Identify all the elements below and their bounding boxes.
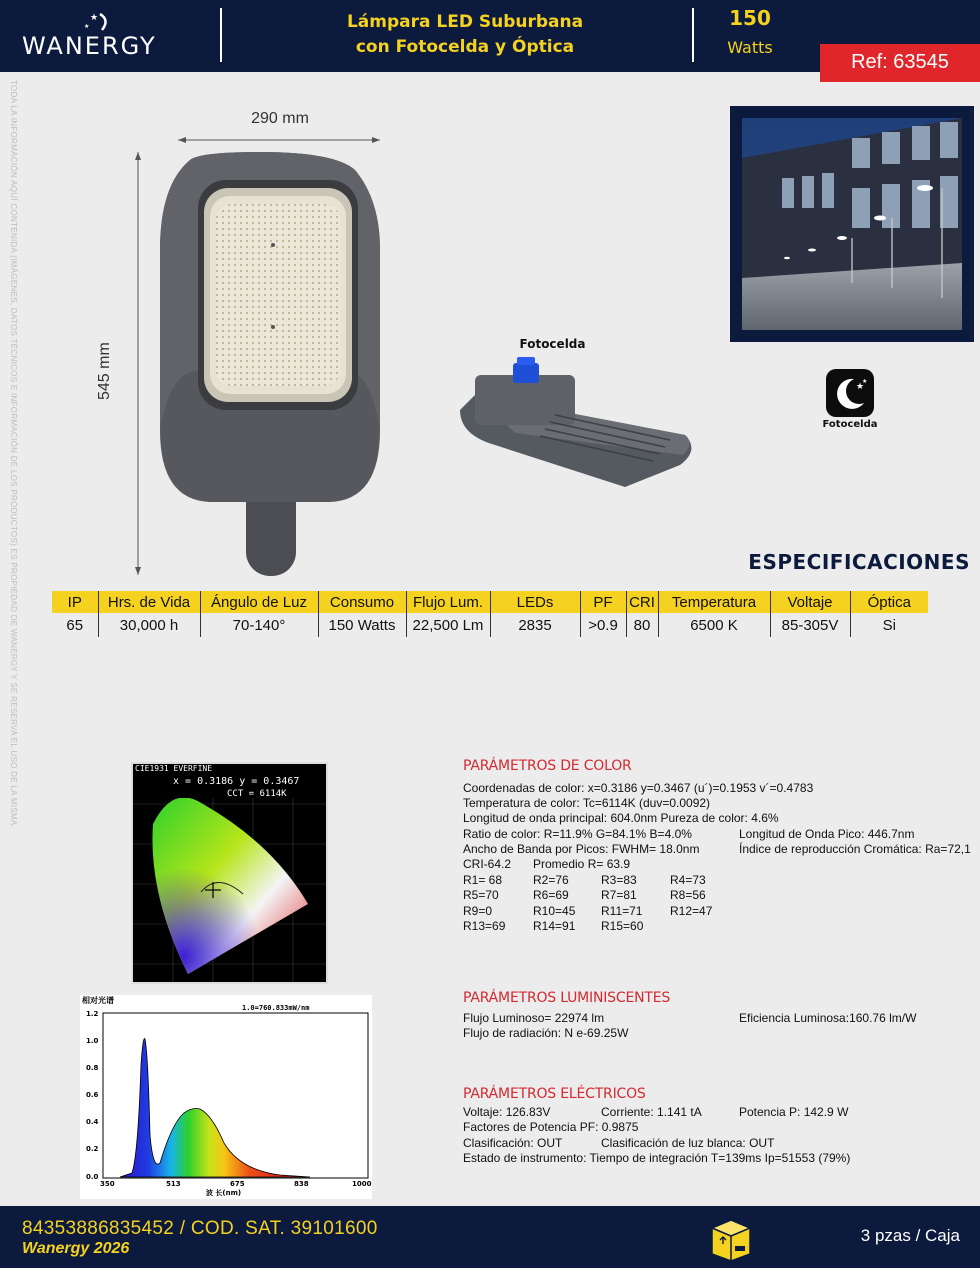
spec-header: Óptica — [850, 591, 928, 613]
specs-header-row — [52, 591, 928, 613]
height-dimension: 545 mm — [96, 342, 113, 400]
spec-header: PF — [580, 591, 626, 613]
cie-cct: CCT = 6114K — [227, 789, 287, 799]
spd-title: 相对光谱 — [82, 996, 114, 1005]
cri-label: CRI-64.2 — [463, 857, 512, 871]
spd-x-tick: 1000 — [352, 1180, 372, 1188]
svg-text:★: ★ — [856, 382, 865, 392]
header-divider — [692, 8, 694, 62]
side-disclaimer — [6, 80, 18, 829]
lamp-side-drawing — [455, 355, 700, 495]
watts-value: 150 — [729, 6, 771, 30]
spec-header: Hrs. de Vida — [98, 591, 200, 613]
luminous-efficiency: Eficiencia Luminosa:160.76 lm/W — [739, 1011, 917, 1025]
radiant-flux: Flujo de radiación: N e-69.25W — [463, 1026, 629, 1040]
wanergy-logo — [18, 10, 203, 62]
current: Corriente: 1.141 tA — [601, 1105, 702, 1119]
footer-brand: Wanergy 2026 — [22, 1240, 130, 1257]
watts-label: Watts — [727, 38, 773, 57]
elec-params-title: PARÁMETROS ELÉCTRICOS — [463, 1086, 646, 1102]
feature-label: Fotocelda — [822, 419, 878, 430]
specs-table — [52, 591, 928, 637]
spd-x-tick: 675 — [230, 1180, 245, 1188]
spec-value: >0.9 — [580, 613, 626, 637]
cie-chromaticity-chart — [131, 762, 328, 984]
luminous-flux: Flujo Luminoso= 22974 lm — [463, 1011, 605, 1025]
r-value: R13=69 — [463, 919, 506, 933]
spec-header: CRI — [626, 591, 658, 613]
spec-value: 65 — [52, 613, 98, 637]
spec-value: Si — [882, 616, 896, 634]
street-night-image — [742, 118, 962, 330]
spec-value: 22,500 Lm — [406, 613, 490, 637]
r-value: R2=76 — [533, 873, 569, 887]
power-factor: Factores de Potencia PF: 0.9875 — [463, 1120, 639, 1134]
color-ratio: Ratio de color: R=11.9% G=84.1% B=4.0% — [463, 827, 692, 841]
spd-y-tick: 0.0 — [86, 1173, 99, 1181]
specs-title: ESPECIFICACIONES — [748, 550, 970, 574]
spec-header: Consumo — [318, 591, 406, 613]
spd-x-label: 波 长(nm) — [206, 1189, 242, 1197]
reference-badge: Ref: 63545 — [820, 44, 980, 82]
specs-value-row — [52, 613, 928, 637]
spec-header: Voltaje — [770, 591, 850, 613]
spd-x-tick: 513 — [166, 1180, 181, 1188]
instrument-state: Estado de instrumento: Tiempo de integración T=139ms Ip=51553 (79%) — [463, 1151, 851, 1165]
spec-value: 150 Watts — [318, 613, 406, 637]
box-icon — [706, 1214, 756, 1262]
fotocelda-label: Fotocelda — [519, 337, 586, 351]
cie-coords: x = 0.3186 y = 0.3467 — [173, 776, 300, 787]
spd-x-tick: 350 — [100, 1180, 115, 1188]
spectral-distribution-chart — [80, 995, 372, 1199]
color-temp: Temperatura de color: Tc=6114K (duv=0.0092) — [463, 796, 711, 810]
barcode-sat-code: 84353886835452 / COD. SAT. 39101600 — [22, 1218, 378, 1239]
spec-header: LEDs — [490, 591, 580, 613]
color-params-title: PARÁMETROS DE COLOR — [463, 758, 632, 774]
r-value: R9=0 — [463, 904, 493, 918]
r-value: R6=69 — [533, 888, 569, 902]
installation-photo — [730, 106, 974, 342]
spec-header: Flujo Lum. — [406, 591, 490, 613]
fwhm: Ancho de Banda por Picos: FWHM= 18.0nm — [463, 842, 700, 856]
title-line-1: Lámpara LED Suburbana — [346, 12, 584, 32]
r-value: R15=60 — [601, 919, 644, 933]
r-value: R7=81 — [601, 888, 637, 902]
width-dimension: 290 mm — [251, 110, 309, 127]
spec-value: 30,000 h — [98, 613, 200, 637]
lum-params-title: PARÁMETROS LUMINISCENTES — [463, 990, 671, 1006]
spd-y-tick: 0.6 — [86, 1091, 99, 1099]
svg-text:★: ★ — [84, 23, 90, 30]
disclaimer-text: TODA LA INFORMACIÓN AQUÍ CONTENIDA (IMÁGENES, DATOS TÉCNICOS E INFORMACIÓN DE LOS PRODUCTOS) ES PROPIEDAD DE WANERGY Y SE RESERVA EL USO DE LA MISMA. — [9, 80, 18, 829]
spd-x-tick: 838 — [294, 1180, 309, 1188]
spd-y-tick: 0.8 — [86, 1064, 99, 1072]
classification: Clasificación: OUT — [463, 1136, 563, 1150]
footer-bar — [0, 1206, 980, 1268]
r-value: R8=56 — [670, 888, 706, 902]
white-light-class: Clasificación de luz blanca: OUT — [601, 1136, 775, 1150]
spec-value: 70-140° — [200, 613, 318, 637]
lamp-front-drawing — [130, 130, 390, 580]
cri-average: Promedio R= 63.9 — [533, 857, 631, 871]
spd-y-tick: 1.2 — [86, 1010, 99, 1018]
power: Potencia P: 142.9 W — [739, 1105, 849, 1119]
header-divider — [220, 8, 222, 62]
cie-header: CIE1931 EVERFINE — [135, 764, 213, 773]
dominant-wavelength: Longitud de onda principal: 604.0nm Pureza de color: 4.6% — [463, 811, 779, 825]
spec-value: 85-305V — [770, 613, 850, 637]
spd-y-tick: 0.2 — [86, 1145, 99, 1153]
r-value: R10=45 — [533, 904, 576, 918]
product-title — [230, 10, 700, 60]
r-value: R12=47 — [670, 904, 713, 918]
moon-stars-icon — [826, 369, 874, 417]
pieces-per-box: 3 pzas / Caja — [860, 1226, 960, 1245]
peak-wavelength: Longitud de Onda Pico: 446.7nm — [739, 827, 915, 841]
spec-header: Temperatura — [658, 591, 770, 613]
r-value: R11=71 — [601, 904, 643, 918]
color-coords: Coordenadas de color: x=0.3186 y=0.3467 (u´)=0.1953 v´=0.4783 — [463, 781, 814, 795]
title-line-2: con Fotocelda y Óptica — [355, 37, 575, 57]
spd-y-tick: 1.0 — [86, 1037, 99, 1045]
r-value: R3=83 — [601, 873, 637, 887]
spec-value: 2835 — [490, 613, 580, 637]
cri-ra: Índice de reproducción Cromática: Ra=72,1 — [739, 842, 971, 856]
svg-text:★: ★ — [90, 13, 99, 23]
r-value: R5=70 — [463, 888, 499, 902]
spec-header: Ángulo de Luz — [200, 591, 318, 613]
spec-value: 6500 K — [658, 613, 770, 637]
spec-value: 80 — [626, 613, 658, 637]
voltage: Voltaje: 126.83V — [463, 1105, 551, 1119]
brand-name: WANERGY — [22, 32, 157, 60]
spd-y-tick: 0.4 — [86, 1118, 99, 1126]
r-value: R1= 68 — [463, 873, 503, 887]
spd-peak: 1.0=760.833mW/nm — [242, 1004, 310, 1012]
r-value: R14=91 — [533, 919, 576, 933]
spec-header: IP — [52, 591, 98, 613]
svg-text:★: ★ — [862, 378, 868, 385]
r-value: R4=73 — [670, 873, 706, 887]
